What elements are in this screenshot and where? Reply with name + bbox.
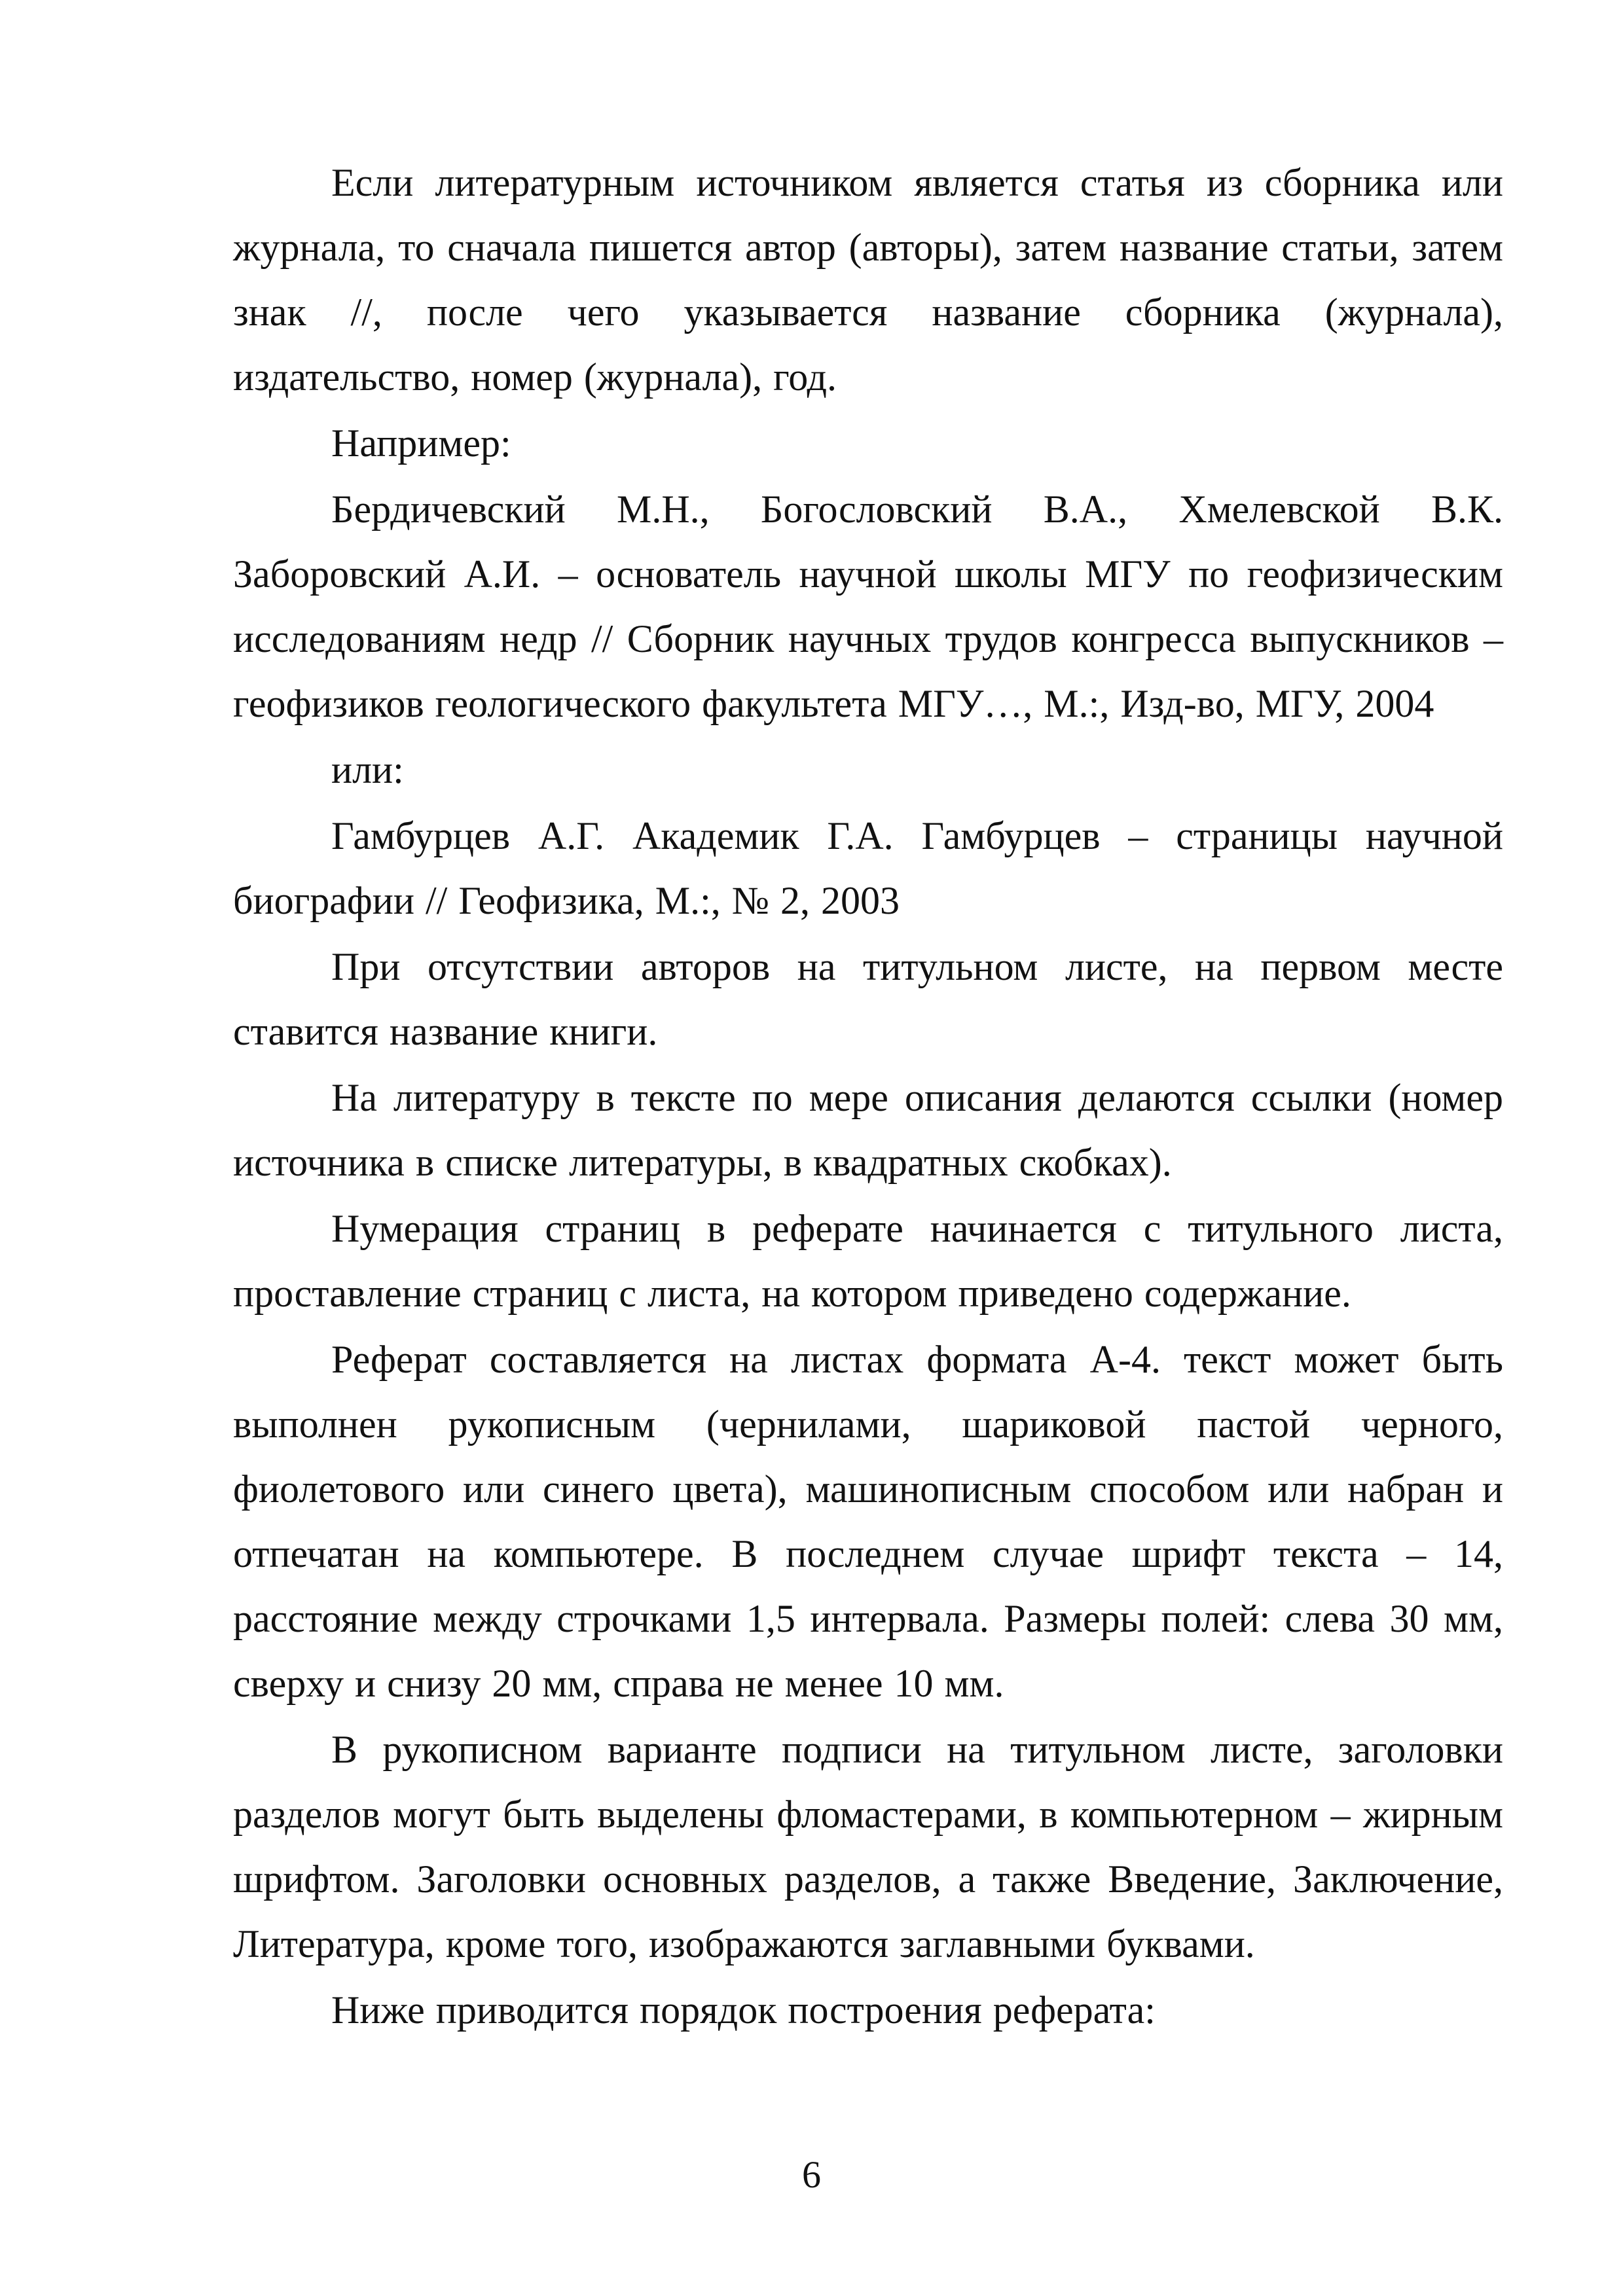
paragraph-citation-rule: Если литературным источником является статья из сборника или журнала, то сначала пишется автор (авторы), затем название статьи, затем знак //, после чего указывается название сборника (журнала), издательство, номер (журнала), год. (233, 161, 1503, 399)
paragraph-or-label: или: (331, 748, 404, 791)
paragraph-references-rule: На литературу в тексте по мере описания делаются ссылки (номер источника в списке литературы, в квадратных скобках). (233, 1076, 1503, 1184)
paragraph-structure-intro: Ниже приводится порядок построения реферата: (331, 1988, 1156, 2032)
paragraph-example-citation-2: Гамбурцев А.Г. Академик Г.А. Гамбурцев – страницы научной биографии // Геофизика, М.:, № 2, 2003 (233, 814, 1503, 922)
paragraph-no-authors-rule: При отсутствии авторов на титульном листе, на первом месте ставится название книги. (233, 945, 1503, 1053)
paragraph-example-citation-1: Бердичевский М.Н., Богословский В.А., Хмелевской В.К. Заборовский А.И. – основатель научной школы МГУ по геофизическим исследованиям недр // Сборник научных трудов конгресса выпускников – геофизиков геологического факультета МГУ…, М.:, Изд-во, МГУ, 2004 (233, 488, 1503, 725)
document-body (233, 151, 1503, 2043)
page-number: 6 (802, 2153, 821, 2196)
paragraph-headings-rule: В рукописном варианте подписи на титульном листе, заголовки разделов могут быть выделены фломастерами, в компьютерном – жирным шрифтом. Заголовки основных разделов, а также Введение, Заключение, Литература, кроме того, изображаются заглавными буквами. (233, 1728, 1503, 1965)
paragraph-format-rule: Реферат составляется на листах формата А-4. текст может быть выполнен рукописным (чернилами, шариковой пастой черного, фиолетового или синего цвета), машинописным способом или набран и отпечатан на компьютере. В последнем случае шрифт текста – 14, расстояние между строчками 1,5 интервала. Размеры полей: слева 30 мм, сверху и снизу 20 мм, справа не менее 10 мм. (233, 1338, 1503, 1705)
paragraph-page-numbering-rule: Нумерация страниц в реферате начинается с титульного листа, проставление страниц с листа, на котором приведено содержание. (233, 1207, 1503, 1315)
paragraph-example-label: Например: (331, 422, 511, 465)
